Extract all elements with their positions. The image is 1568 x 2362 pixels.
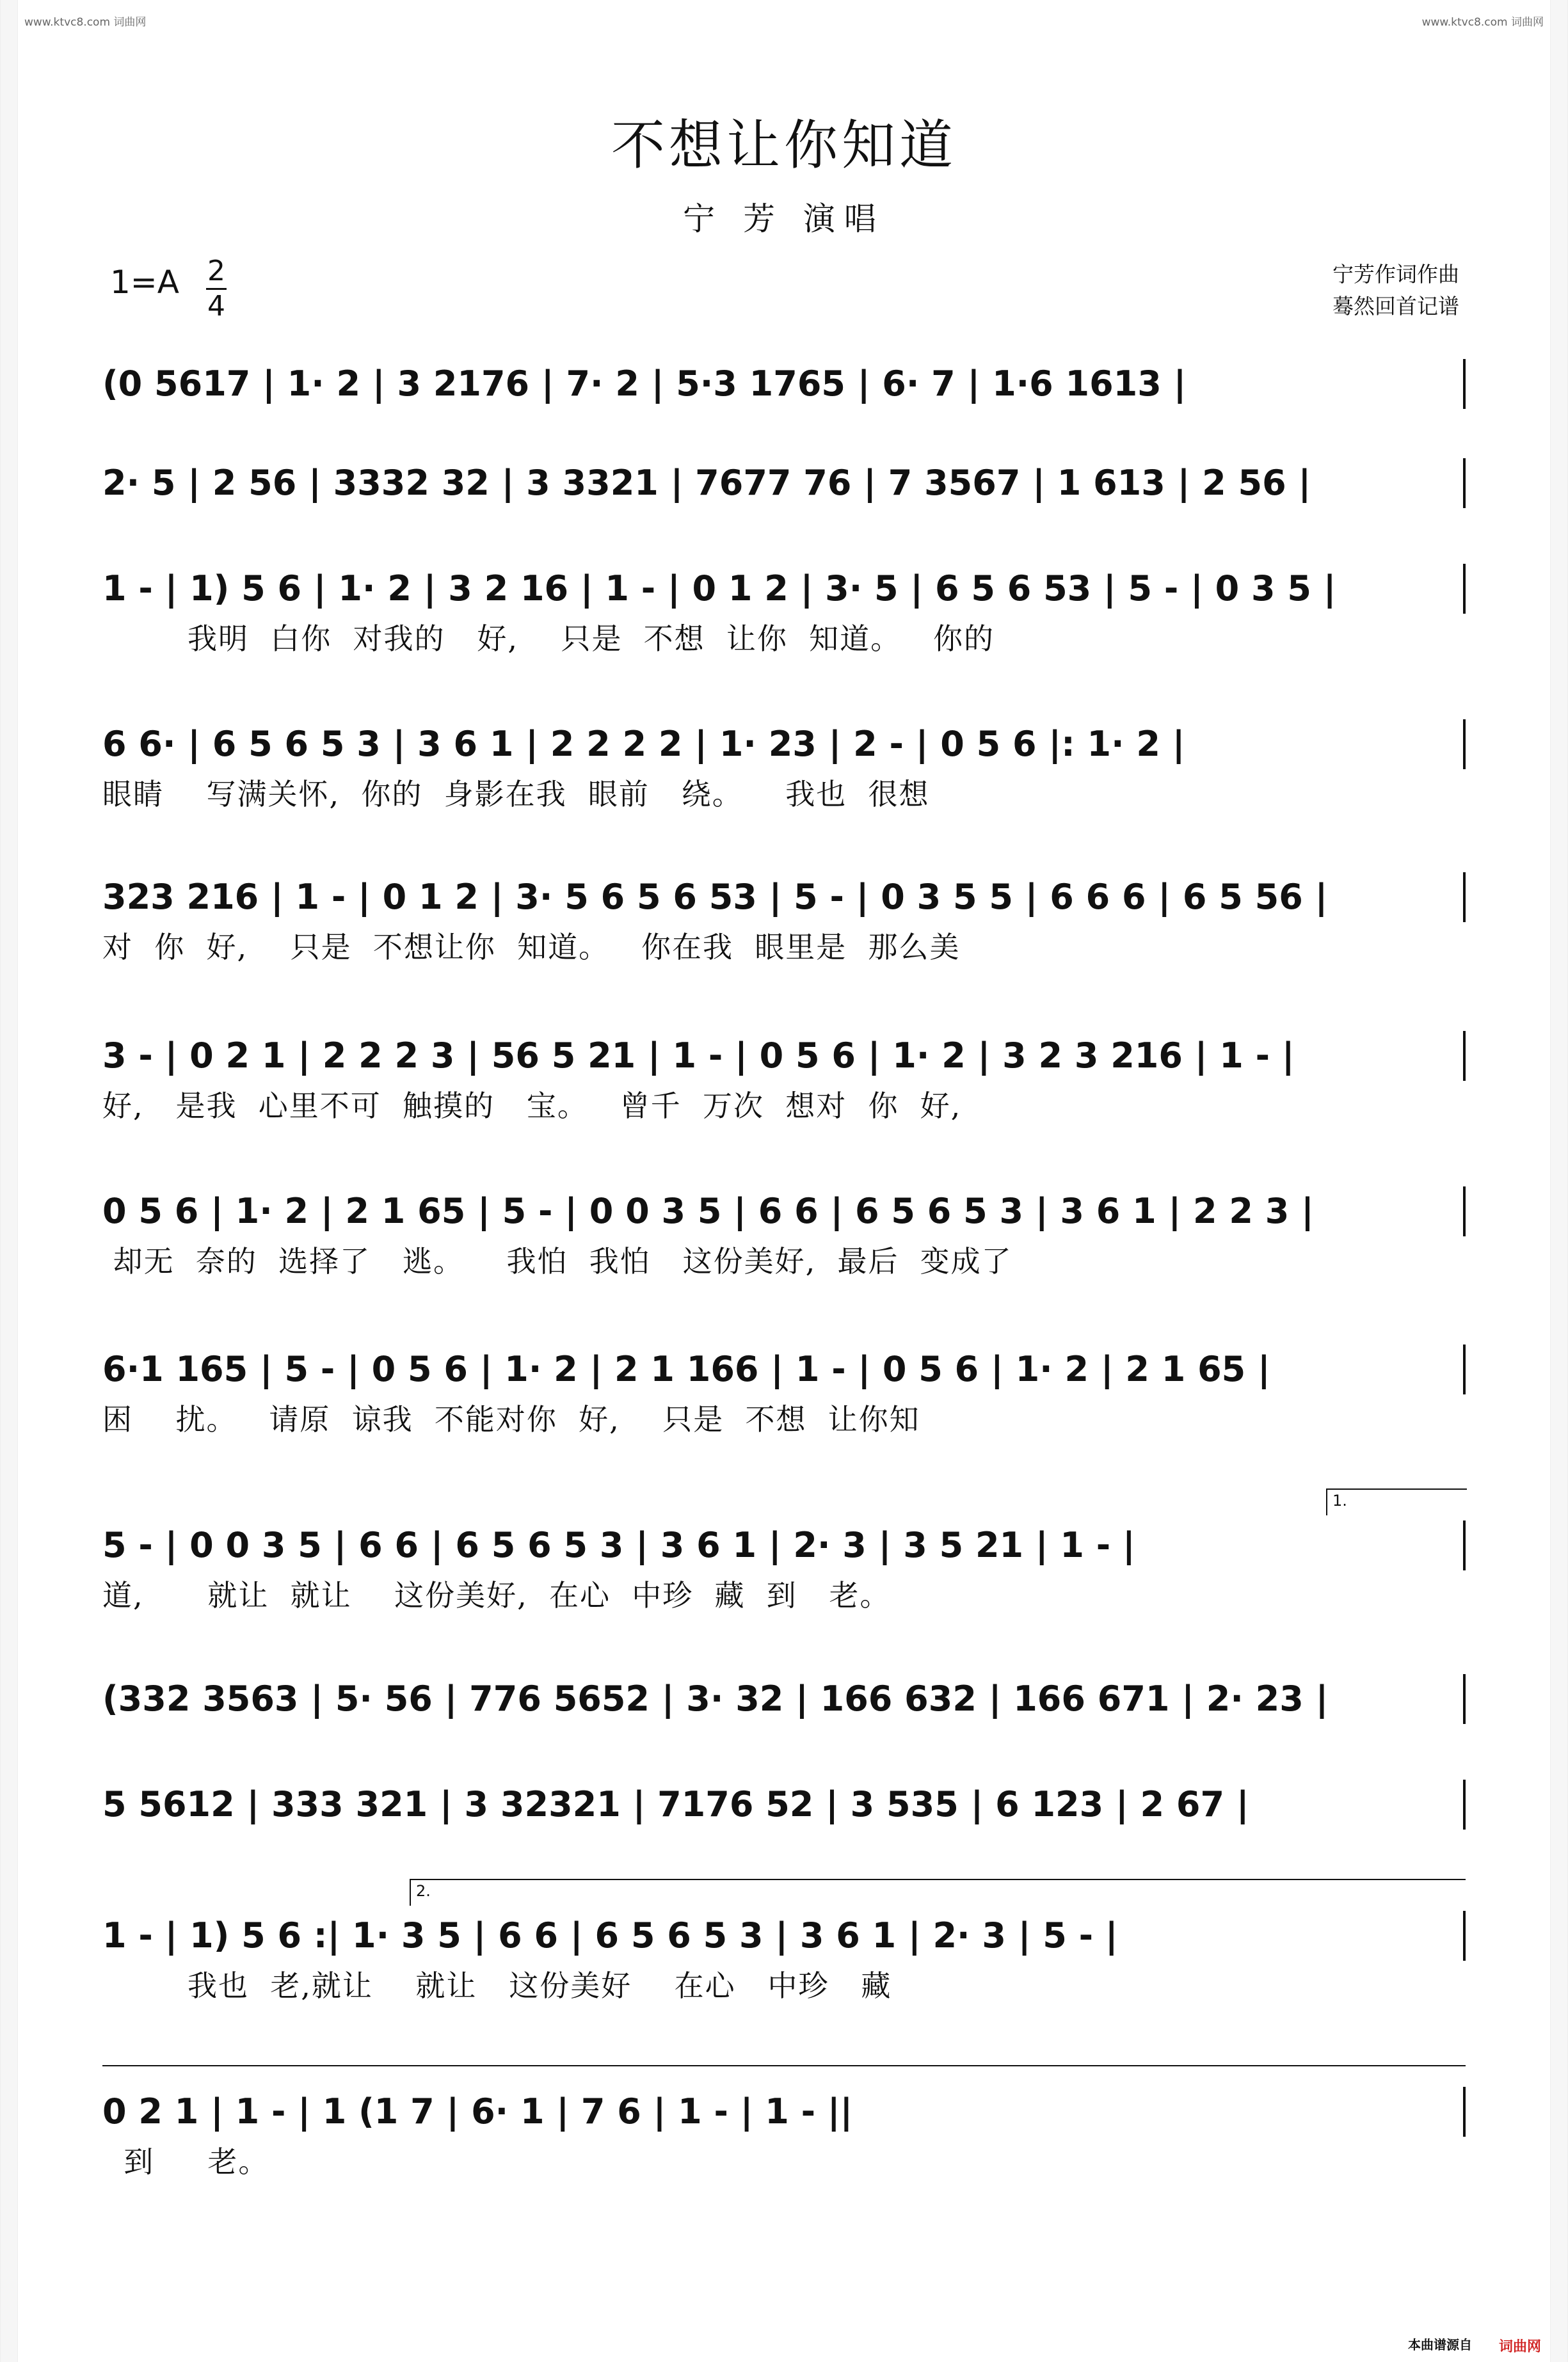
lyrics-line	[102, 1727, 1459, 1771]
barline	[1463, 1031, 1466, 1081]
credits	[1332, 259, 1459, 323]
notation-line: 323 216 | 1 - | 0 1 2 | 3· 5 6 5 6 53 | 5 - | 0 3 5 5 | 6 6 6 | 6 5 56 |	[102, 877, 1328, 917]
notation-line: (0 5617 | 1· 2 | 3 2176 | 7· 2 | 5·3 1765 | 6· 7 | 1·6 1613 |	[102, 363, 1187, 404]
key-signature: 1=A	[110, 264, 179, 301]
second-ending-bracket: 2.	[410, 1879, 1466, 1906]
notation-line: 0 2 1 | 1 - | 1 (1 7 | 6· 1 | 7 6 | 1 - | 1 - ||	[102, 2091, 853, 2132]
barline	[1463, 1911, 1466, 1961]
corner-watermark-right: www.ktvc8.com 词曲网	[1421, 16, 1544, 29]
lyrics-line	[102, 411, 1459, 456]
notation-line: (332 3563 | 5· 56 | 776 5652 | 3· 32 | 166 632 | 166 671 | 2· 23 |	[102, 1679, 1329, 1719]
time-signature	[204, 255, 229, 323]
notation-line: 3 - | 0 2 1 | 2 2 2 3 | 56 5 21 | 1 - | 0 5 6 | 1· 2 | 3 2 3 216 | 1 - |	[102, 1035, 1295, 1076]
barline	[1463, 1520, 1466, 1570]
barline	[1463, 458, 1466, 508]
final-barline	[1463, 2087, 1466, 2137]
right-margin-strip	[1550, 0, 1568, 2362]
composer-credit: 宁芳作词作曲	[1332, 262, 1459, 287]
performer: 宁 芳 演唱	[683, 200, 885, 237]
notation-line: 5 - | 0 0 3 5 | 6 6 | 6 5 6 5 3 | 3 6 1 | 2· 3 | 3 5 21 | 1 - |	[102, 1525, 1135, 1565]
barline	[1463, 1674, 1466, 1724]
notation-line: 5 5612 | 333 321 | 3 32321 | 7176 52 | 3 535 | 6 123 | 2 67 |	[102, 1784, 1249, 1824]
time-signature-bottom: 4	[207, 290, 225, 323]
time-signature-top: 2	[207, 255, 225, 287]
lyrics-line: 到 老。	[102, 2144, 269, 2179]
left-margin-strip	[0, 0, 18, 2362]
notation-line: 1 - | 1) 5 6 :| 1· 3 5 | 6 6 | 6 5 6 5 3 | 3 6 1 | 2· 3 | 5 - |	[102, 1915, 1118, 1956]
notation-line: 1 - | 1) 5 6 | 1· 2 | 3 2 16 | 1 - | 0 1 2 | 3· 5 | 6 5 6 53 | 5 - | 0 3 5 |	[102, 568, 1336, 609]
transcriber-credit: 蓦然回首记谱	[1332, 294, 1459, 319]
second-ending-slur-line	[102, 2065, 1466, 2066]
lyrics-line: 我也 老,就让 就让 这份美好 在心 中珍 藏	[102, 1968, 892, 2003]
notation-line: 6 6· | 6 5 6 5 3 | 3 6 1 | 2 2 2 2 | 1· 23 | 2 - | 0 5 6 |: 1· 2 |	[102, 724, 1185, 764]
lyrics-line: 眼睛 写满关怀, 你的 身影在我 眼前 绕。 我也 很想	[102, 777, 930, 811]
lyrics-line: 却无 奈的 选择了 逃。 我怕 我怕 这份美好, 最后 变成了	[102, 1244, 1012, 1279]
barline	[1463, 1186, 1466, 1236]
barline	[1463, 564, 1466, 614]
site-logo: 词曲网	[1498, 2339, 1541, 2355]
corner-watermark-left: www.ktvc8.com 词曲网	[24, 16, 147, 29]
lyrics-line	[102, 511, 1459, 555]
lyrics-line: 对 你 好, 只是 不想让你 知道。 你在我 眼里是 那么美	[102, 930, 961, 964]
notation-line: 0 5 6 | 1· 2 | 2 1 65 | 5 - | 0 0 3 5 | 6 6 | 6 5 6 5 3 | 3 6 1 | 2 2 3 |	[102, 1191, 1314, 1231]
barline	[1463, 1345, 1466, 1394]
barline	[1463, 872, 1466, 922]
lyrics-line: 困 扰。 请原 谅我 不能对你 好, 只是 不想 让你知	[102, 1402, 920, 1437]
first-ending-bracket: 1.	[1326, 1488, 1467, 1515]
barline	[1463, 719, 1466, 769]
notation-line: 6·1 165 | 5 - | 0 5 6 | 1· 2 | 2 1 166 | 1 - | 0 5 6 | 1· 2 | 2 1 65 |	[102, 1349, 1270, 1389]
lyrics-line: 好, 是我 心里不可 触摸的 宝。 曾千 万次 想对 你 好,	[102, 1089, 962, 1123]
source-note: 本曲谱源自	[1408, 2337, 1472, 2352]
barline	[1463, 359, 1466, 409]
barline	[1463, 1780, 1466, 1830]
lyrics-line	[102, 1832, 1459, 1877]
lyrics-line: 道, 就让 就让 这份美好, 在心 中珍 藏 到 老。	[102, 1578, 891, 1613]
song-title: 不想让你知道	[611, 114, 957, 177]
notation-line: 2· 5 | 2 56 | 3332 32 | 3 3321 | 7677 76 | 7 3567 | 1 613 | 2 56 |	[102, 463, 1311, 503]
lyrics-line: 我明 白你 对我的 好, 只是 不想 让你 知道。 你的	[102, 621, 995, 656]
